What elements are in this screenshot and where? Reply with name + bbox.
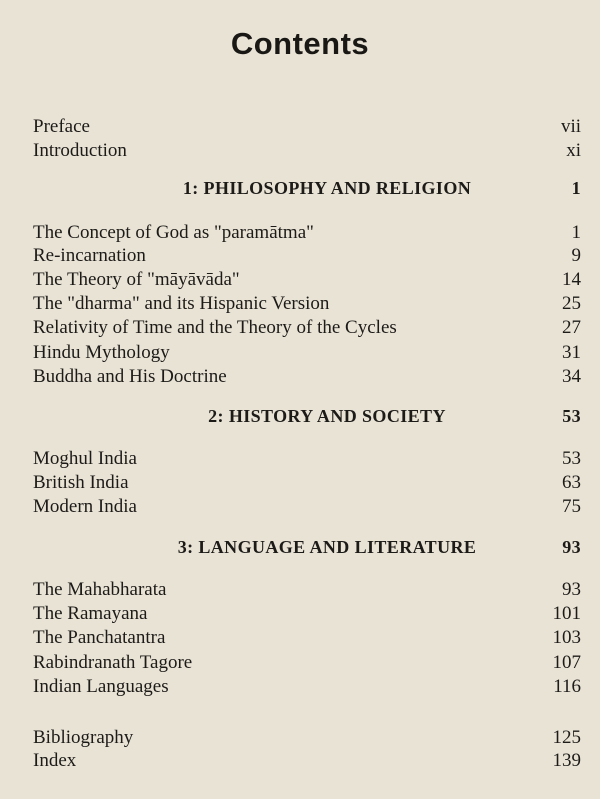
toc-entry-page: 34 (562, 366, 581, 387)
toc-entry-label: Preface (33, 116, 90, 137)
toc-entry-label: British India (33, 472, 129, 493)
toc-entry-label: The "dharma" and its Hispanic Version (33, 293, 330, 314)
toc-entry-label: The Concept of God as "paramātma" (33, 222, 314, 243)
toc-entry[interactable] (33, 676, 581, 698)
toc-entry-page: 139 (552, 750, 581, 771)
toc-entry[interactable] (33, 269, 581, 291)
toc-entry-page: 125 (552, 727, 581, 748)
toc-entry-page: 9 (571, 245, 581, 266)
toc-entry-page: 101 (552, 603, 581, 624)
toc-entry-page: 103 (552, 627, 581, 648)
toc-entry-page: 31 (562, 342, 581, 363)
toc-entry[interactable] (33, 366, 581, 388)
toc-entry[interactable] (33, 342, 581, 364)
toc-entry-page: xi (566, 140, 581, 161)
toc-entry-page: 53 (562, 448, 581, 469)
section-heading-label: 3: LANGUAGE AND LITERATURE (177, 537, 477, 557)
toc-entry[interactable] (33, 222, 581, 244)
toc-entry-label: Buddha and His Doctrine (33, 366, 227, 387)
toc-entry[interactable] (33, 627, 581, 649)
toc-entry[interactable] (33, 472, 581, 494)
toc-entry[interactable] (33, 245, 581, 267)
toc-entry-label: Rabindranath Tagore (33, 652, 193, 673)
toc-entry[interactable] (33, 603, 581, 625)
toc-entry-label: The Mahabharata (33, 579, 167, 600)
toc-entry-label: The Theory of "māyāvāda" (33, 269, 240, 290)
toc-entry-label: Indian Languages (33, 676, 169, 697)
toc-entry-preface[interactable] (33, 116, 581, 138)
toc-entry-page: vii (560, 116, 581, 137)
toc-entry-page: 14 (562, 269, 581, 290)
toc-entry-page: 25 (562, 293, 581, 314)
section-heading-page: 93 (562, 537, 581, 557)
toc-entry-label: Hindu Mythology (33, 342, 170, 363)
toc-entry-label: The Ramayana (33, 603, 148, 624)
toc-entry-page: 75 (562, 496, 581, 517)
toc-entry[interactable] (33, 293, 581, 315)
toc-entry-label: Re-incarnation (33, 245, 146, 266)
toc-entry-page: 107 (552, 652, 581, 673)
section-heading-page: 1 (571, 178, 581, 198)
toc-entry-label: Introduction (33, 140, 127, 161)
toc-entry[interactable] (33, 652, 581, 674)
section-heading-language[interactable] (33, 536, 581, 558)
toc-entry-page: 93 (562, 579, 581, 600)
toc-entry-page: 63 (562, 472, 581, 493)
page-title: Contents (230, 26, 370, 61)
toc-entry-label: Moghul India (33, 448, 137, 469)
toc-entry-label: Modern India (33, 496, 137, 517)
section-heading-page: 53 (562, 406, 581, 426)
toc-entry-page: 116 (553, 676, 581, 697)
toc-entry-page: 1 (571, 222, 581, 243)
toc-entry-introduction[interactable] (33, 140, 581, 162)
toc-entry-label: The Panchatantra (33, 627, 166, 648)
toc-entry-bibliography[interactable] (33, 727, 581, 749)
section-heading-history[interactable] (33, 405, 581, 427)
toc-entry[interactable] (33, 317, 581, 339)
toc-entry[interactable] (33, 496, 581, 518)
toc-entry-label: Bibliography (33, 727, 134, 748)
toc-entry-page: 27 (562, 317, 581, 338)
section-heading-label: 1: PHILOSOPHY AND RELIGION (182, 178, 472, 198)
section-heading-philosophy[interactable] (33, 177, 581, 199)
toc-entry-label: Relativity of Time and the Theory of the Cycles (33, 317, 397, 338)
section-heading-label: 2: HISTORY AND SOCIETY (208, 406, 446, 426)
toc-entry-index[interactable] (33, 750, 581, 772)
toc-entry[interactable] (33, 579, 581, 601)
toc-entry[interactable] (33, 448, 581, 470)
toc-entry-label: Index (33, 750, 77, 771)
